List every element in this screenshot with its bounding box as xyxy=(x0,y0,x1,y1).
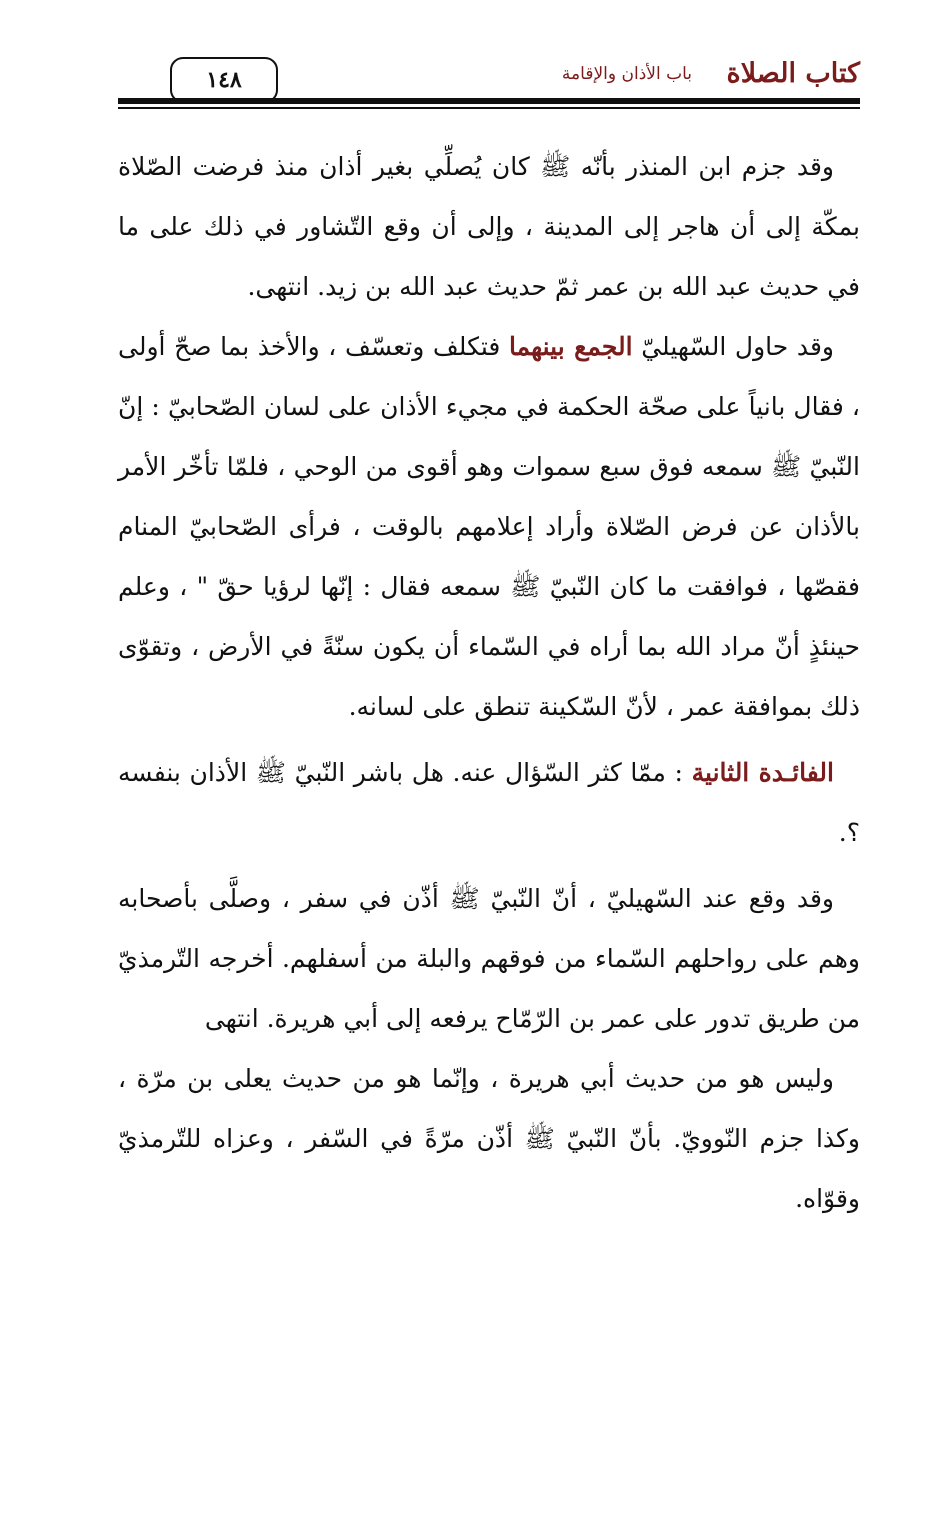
page-body xyxy=(118,137,860,1229)
highlight-phrase: الجمع بينهما xyxy=(509,332,633,361)
paragraph-2-lead: وقد حاول السّهيليّ xyxy=(641,332,835,361)
paragraph-3-text: : ممّا كثر السّؤال عنه. هل باشر النّبيّ ﷺ الأذان بنفسه ؟. xyxy=(118,758,860,847)
book-title: كتاب الصلاة xyxy=(726,58,860,89)
paragraph-2 xyxy=(118,317,860,737)
header-rule-thick xyxy=(118,98,860,104)
header-rule-thin xyxy=(118,107,860,109)
paragraph-1: وقد جزم ابن المنذر بأنّه ﷺ كان يُصلِّي بغير أذان منذ فرضت الصّلاة بمكّة إلى أن هاجر إلى المدينة ، وإلى أن وقع التّشاور في ذلك على ما في حديث عبد الله بن عمر ثمّ حديث عبد الله بن زيد. انتهى. xyxy=(118,152,860,301)
page-header xyxy=(118,50,860,110)
page-number-box xyxy=(170,57,278,103)
page-number: ١٤٨ xyxy=(206,67,242,93)
paragraph-3 xyxy=(118,743,860,863)
paragraph-5: وليس هو من حديث أبي هريرة ، وإنّما هو من حديث يعلى بن مرّة ، وكذا جزم النّوويّ. بأنّ النّبيّ ﷺ أذّن مرّةً في السّفر ، وعزاه للتّرمذيّ وقوّاه. xyxy=(118,1064,860,1213)
chapter-title: باب الأذان والإقامة xyxy=(561,64,692,84)
paragraph-2-rest: فتكلف وتعسّف ، والأخذ بما صحّ أولى ، فقال بانياً على صحّة الحكمة في مجيء الأذان على لسان الصّحابيّ : إنّ النّبيّ ﷺ سمعه فوق سبع سموات وهو أقوى من الوحي ، فلمّا تأخّر الأمر بالأذان عن فرض الصّلاة وأراد إعلامهم بالوقت ، فرأى الصّحابيّ المنام فقصّها ، فوافقت ما كان النّبيّ ﷺ سمعه فقال : إنّها لرؤيا حقّ " ، وعلم حينئذٍ أنّ مراد الله بما أراه في السّماء أن يكون سنّةً في الأرض ، وتقوّى ذلك بموافقة عمر ، لأنّ السّكينة تنطق على لسانه. xyxy=(118,332,860,721)
section-heading-second-benefit: الفائـدة الثانية xyxy=(691,758,834,787)
paragraph-4: وقد وقع عند السّهيليّ ، أنّ النّبيّ ﷺ أذّن في سفر ، وصلَّى بأصحابه وهم على رواحلهم السّماء من فوقهم والبلة من أسفلهم. أخرجه التّرمذيّ من طريق تدور على عمر بن الرّمّاح يرفعه إلى أبي هريرة. انتهى xyxy=(118,884,860,1033)
